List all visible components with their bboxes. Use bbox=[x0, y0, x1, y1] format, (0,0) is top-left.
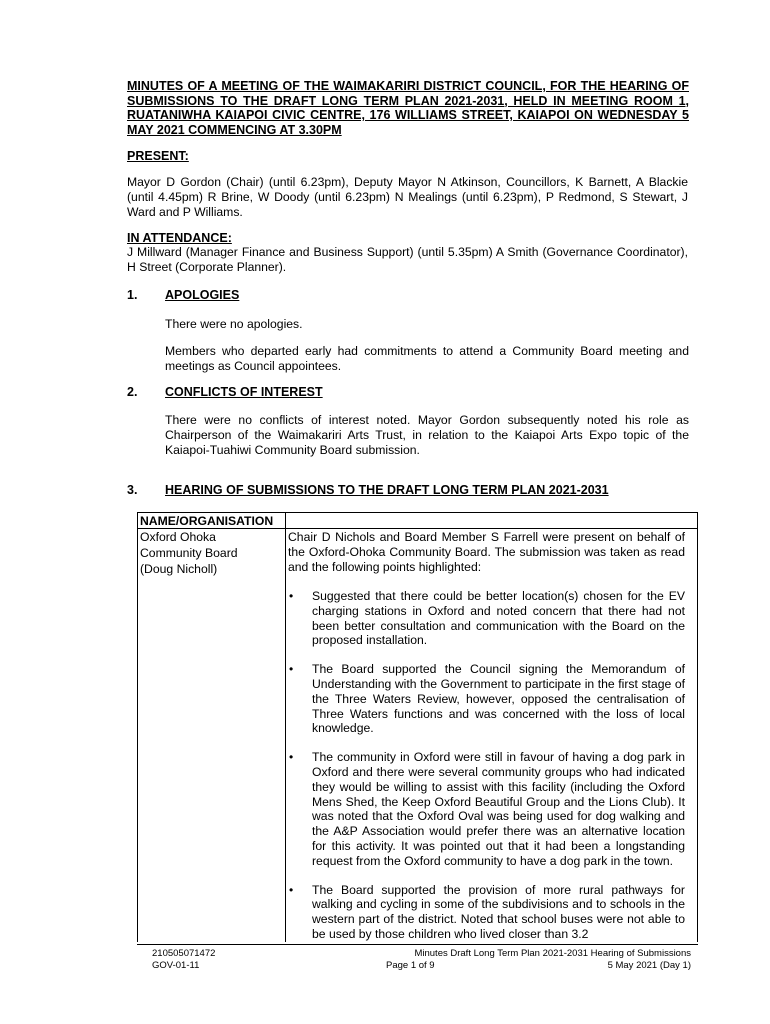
list-item: • The Board supported the Council signing the Memorandum of Understanding with the Government to participate in the first stage of the Three Waters Review, however, opposed the centralisation of Three Waters functions and was concerned with the loss of local knowledge. bbox=[288, 662, 685, 736]
submission-points bbox=[288, 589, 685, 942]
section-title-conflicts: CONFLICTS OF INTEREST bbox=[165, 385, 323, 399]
org-name-line: Community Board bbox=[140, 546, 238, 560]
footer-right bbox=[386, 948, 691, 972]
footer-left bbox=[152, 948, 215, 972]
apologies-paragraph: Members who departed early had commitments to attend a Community Board meeting and meetings as Council appointees. bbox=[165, 344, 689, 373]
conflicts-paragraph: There were no conflicts of interest noted. Mayor Gordon subsequently noted his role as Chairperson of the Waimakariri Arts Trust, in relation to the Kaiapoi Arts Expo topic of the Kaiapoi-Tuahiwi Community Board submission. bbox=[165, 413, 689, 457]
attendance-text: J Millward (Manager Finance and Business Support) (until 5.35pm) A Smith (Governance Coordinator), H Street (Corporate Planner). bbox=[127, 245, 688, 274]
submission-cell bbox=[286, 529, 698, 943]
list-item: • The community in Oxford were still in favour of having a dog park in Oxford and there were several community groups who had indicated they would be willing to assist with this facility (including the Oxford Mens Shed, the Keep Oxford Beautiful Group and the Lions Club). It was noted that the Oxford Oval was being used for dog walking and the A&P Association would prefer there was an alternative location for this activity. It was pointed out that it had been a longstanding request from the Oxford community to have a dog park in the town. bbox=[288, 750, 685, 868]
table-header-name: NAME/ORGANISATION bbox=[138, 513, 286, 529]
apologies-paragraph: There were no apologies. bbox=[165, 317, 303, 331]
present-heading: PRESENT: bbox=[127, 149, 189, 163]
list-item: • Suggested that there could be better location(s) chosen for the EV charging stations in Oxford and noted concern that there had not been better consultation and communication with the Board on the proposed installation. bbox=[288, 589, 685, 648]
minutes-title: MINUTES OF A MEETING OF THE WAIMAKARIRI DISTRICT COUNCIL, FOR THE HEARING OF SUBMISSIONS TO THE DRAFT LONG TERM PLAN 2021-2031, HELD IN MEETING ROOM 1, RUATANIWHA KAIAPOI CIVIC CENTRE, 176 WILLIAMS STREET, KAIAPOI ON WEDNESDAY 5 MAY 2021 COMMENCING AT 3.30PM bbox=[127, 79, 689, 137]
present-text: Mayor D Gordon (Chair) (until 6.23pm), Deputy Mayor N Atkinson, Councillors, K Barnett, A Blackie (until 4.45pm) R Brine, W Doody (until 6.23pm) N Mealings (until 6.23pm), P Redmond, S Stewart, J Ward and P Williams. bbox=[127, 175, 688, 219]
table-row bbox=[138, 529, 698, 943]
footer-date: 5 May 2021 (Day 1) bbox=[607, 960, 691, 971]
footer-ref: GOV-01-11 bbox=[152, 960, 200, 971]
footer-page-number: Page 1 of 9 bbox=[386, 960, 435, 971]
org-cell bbox=[138, 529, 286, 943]
footer-divider bbox=[137, 944, 698, 945]
footer-title: Minutes Draft Long Term Plan 2021-2031 Hearing of Submissions bbox=[414, 948, 691, 959]
table-header-blank bbox=[286, 513, 698, 529]
section-title-hearing: HEARING OF SUBMISSIONS TO THE DRAFT LONG TERM PLAN 2021-2031 bbox=[165, 483, 609, 497]
org-name-line: (Doug Nicholl) bbox=[140, 562, 218, 576]
section-number: 2. bbox=[127, 385, 138, 399]
submission-intro: Chair D Nichols and Board Member S Farrell were present on behalf of the Oxford-Ohoka Community Board. The submission was taken as read and the following points highlighted: bbox=[288, 530, 685, 574]
footer-doc-id: 210505071472 bbox=[152, 948, 216, 959]
section-title-apologies: APOLOGIES bbox=[165, 288, 240, 302]
org-name-line: Oxford Ohoka bbox=[140, 530, 216, 544]
list-item: • The Board supported the provision of more rural pathways for walking and cycling in some of the subdivisions and to schools in the western part of the district. Noted that school buses were not able to be used by those children who lived closer than 3.2 bbox=[288, 883, 685, 942]
attendance-heading: IN ATTENDANCE: bbox=[127, 231, 232, 245]
section-number: 1. bbox=[127, 288, 138, 302]
submissions-table bbox=[137, 512, 698, 942]
submissions-table-region bbox=[137, 512, 699, 942]
section-number: 3. bbox=[127, 483, 138, 497]
